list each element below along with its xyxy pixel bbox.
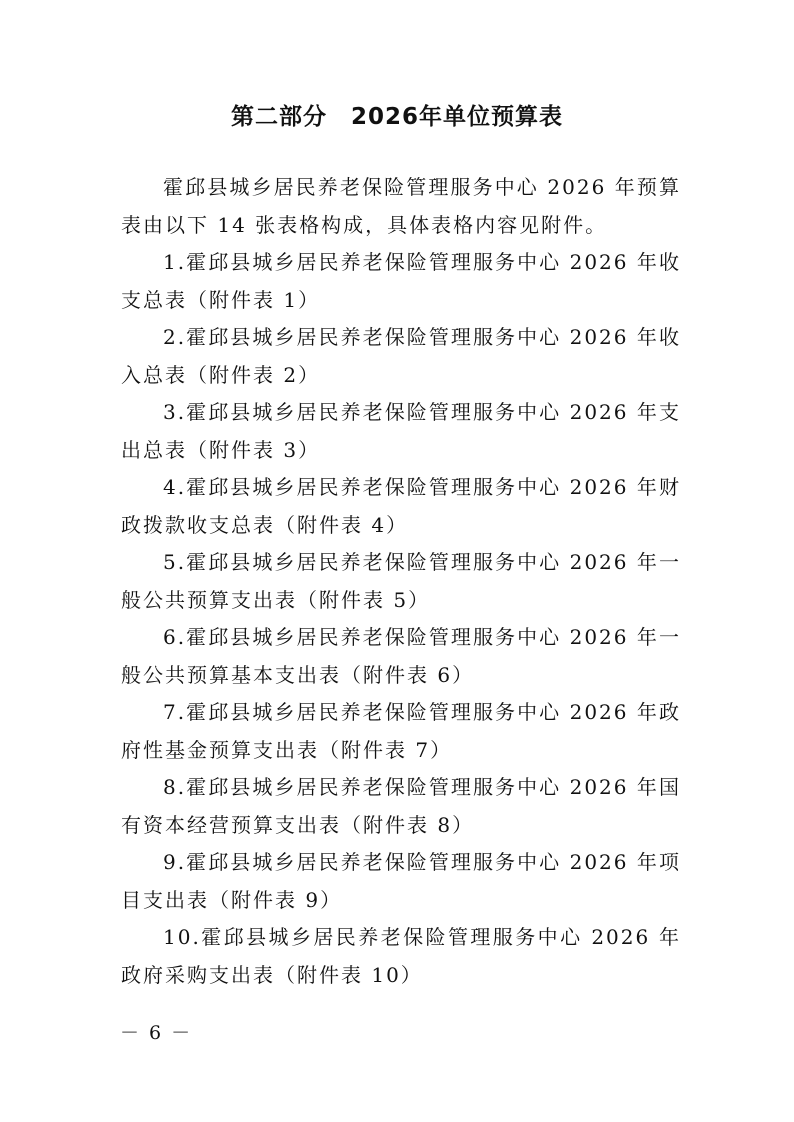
list-item-6: 6.霍邱县城乡居民养老保险管理服务中心 2026 年一般公共预算基本支出表（附件表 6） <box>121 625 681 687</box>
list-item-1: 1.霍邱县城乡居民养老保险管理服务中心 2026 年收支总表（附件表 1） <box>121 250 681 312</box>
page-number: － 6 － <box>120 1022 193 1044</box>
list-item-9: 9.霍邱县城乡居民养老保险管理服务中心 2026 年项目支出表（附件表 9） <box>121 850 681 912</box>
list-item-7: 7.霍邱县城乡居民养老保险管理服务中心 2026 年政府性基金预算支出表（附件表 7） <box>121 700 681 762</box>
list-item-3: 3.霍邱县城乡居民养老保险管理服务中心 2026 年支出总表（附件表 3） <box>121 400 681 462</box>
list-item-8: 8.霍邱县城乡居民养老保险管理服务中心 2026 年国有资本经营预算支出表（附件表 8） <box>121 775 681 837</box>
page-title: 第二部分 2026年单位预算表 <box>230 104 563 130</box>
list-item-10: 10.霍邱县城乡居民养老保险管理服务中心 2026 年政府采购支出表（附件表 10） <box>121 925 681 987</box>
document-body <box>121 169 681 994</box>
list-item-2: 2.霍邱县城乡居民养老保险管理服务中心 2026 年收入总表（附件表 2） <box>121 325 681 387</box>
list-item-4: 4.霍邱县城乡居民养老保险管理服务中心 2026 年财政拨款收支总表（附件表 4） <box>121 475 681 537</box>
intro-paragraph: 霍邱县城乡居民养老保险管理服务中心 2026 年预算表由以下 14 张表格构成，具体表格内容见附件。 <box>121 175 681 237</box>
list-item-5: 5.霍邱县城乡居民养老保险管理服务中心 2026 年一般公共预算支出表（附件表 5） <box>121 550 681 612</box>
